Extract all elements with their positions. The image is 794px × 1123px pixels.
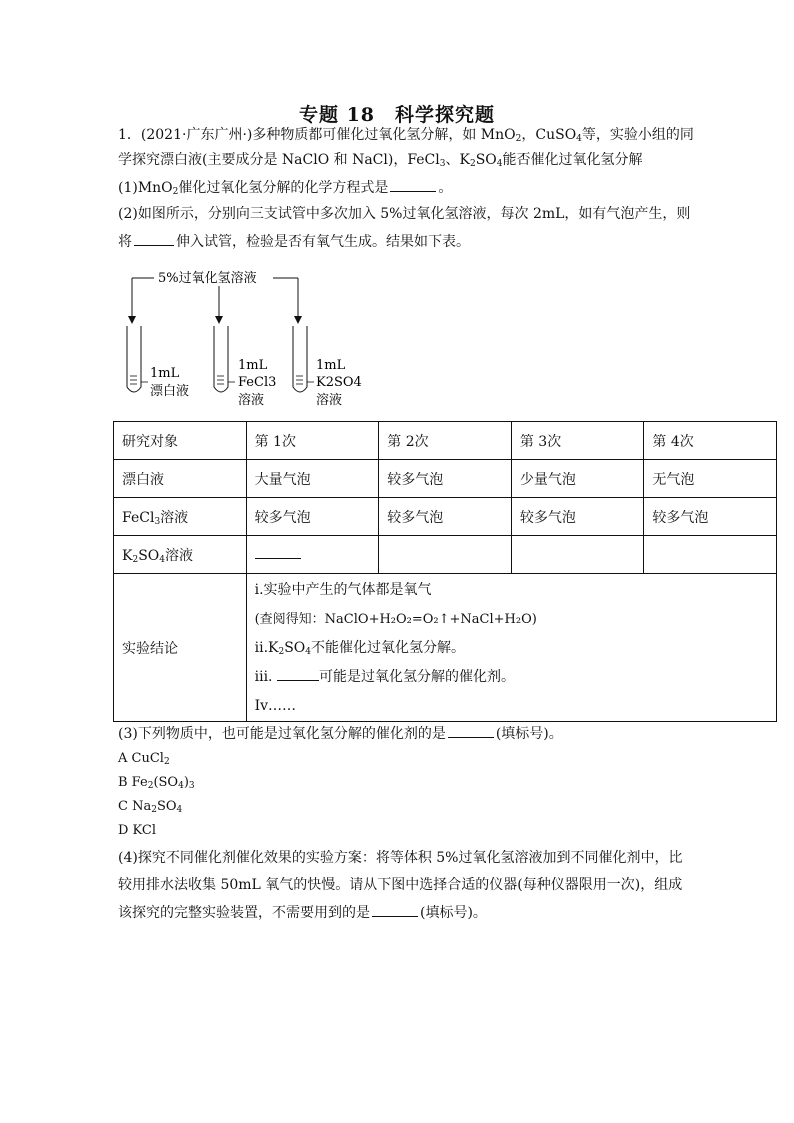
question-part-2-line1: (2)如图所示，分别向三支试管中多次加入 5%过氧化氢溶液，每次 2mL，如有气泡产生，则: [118, 206, 691, 222]
table-cell: 大量气泡: [246, 460, 379, 498]
table-cell: 无气泡: [644, 460, 777, 498]
answer-blank-table[interactable]: [255, 546, 301, 559]
table-row: [114, 460, 777, 498]
option-b: B $Fe_2(SO_4)_3$: [118, 775, 195, 791]
table-header-cell: 第 4次: [644, 422, 777, 460]
table-row: [114, 498, 777, 536]
table-header-cell: 研究对象: [114, 422, 247, 460]
option-a: A CuCl$_2$: [118, 751, 170, 767]
conclusion-iv: Iv……: [254, 698, 297, 714]
table-cell: [644, 536, 777, 574]
tube2-volume: 1mL: [238, 358, 268, 373]
table-cell: 较多气泡: [379, 460, 512, 498]
tube3-volume: 1mL: [316, 358, 346, 373]
conclusion-label: 实验结论: [114, 574, 247, 722]
tube3-reagent: K2SO4: [316, 375, 362, 390]
table-cell: 较多气泡: [246, 498, 379, 536]
answer-blank-4[interactable]: [448, 724, 494, 738]
table-header-cell: 第 2次: [379, 422, 512, 460]
conclusion-check: (查阅得知：NaClO+H₂O₂=O₂↑+NaCl+H₂O): [254, 612, 537, 627]
option-d: D KCl: [118, 823, 157, 838]
table-header-cell: 第 1次: [246, 422, 379, 460]
table-row: [114, 574, 777, 722]
question-part-4-line1: (4)探究不同催化剂催化效果的实验方案：将等体积 5%过氧化氢溶液加到不同催化剂中，比: [118, 850, 683, 866]
table-cell: [511, 536, 644, 574]
page-title: 专题 18 科学探究题: [298, 104, 496, 126]
tube1-volume: 1mL: [150, 366, 180, 381]
question-part-4-line2: 较用排水法收集 50mL 氧气的快慢。请从下图中选择合适的仪器(每种仪器限用一次)，组成: [118, 877, 683, 893]
table-cell: 较多气泡: [511, 498, 644, 536]
table-cell: 漂白液: [114, 460, 247, 498]
conclusion-ii: $ii.K_2SO_4$不能催化过氧化氢分解。: [254, 640, 466, 657]
answer-blank-2[interactable]: [134, 232, 174, 246]
conclusion-cell: [246, 574, 776, 722]
tube3-solution: 溶液: [316, 393, 343, 408]
diagram-top-label: 5%过氧化氢溶液: [158, 271, 257, 286]
tube2-solution: 溶液: [238, 393, 265, 408]
tube1-reagent: 漂白液: [150, 384, 190, 399]
conclusion-iii: iii. 可能是过氧化氢分解的催化剂。: [254, 669, 515, 685]
test-tube-3: [293, 326, 362, 408]
table-cell: FeCl$_3$溶液: [114, 498, 247, 536]
table-cell: 较多气泡: [379, 498, 512, 536]
results-table: [113, 421, 777, 722]
table-cell: $K_2SO_4$溶液: [114, 536, 247, 574]
question-part-2-line2: 将 伸入试管，检验是否有氧气生成。结果如下表。: [118, 234, 470, 250]
table-header-cell: 第 3次: [511, 422, 644, 460]
question-part-4-line3: 该探究的完整实验装置，不需要用到的是 (填标号)。: [118, 905, 487, 921]
table-cell: 少量气泡: [511, 460, 644, 498]
test-tube-2: [214, 326, 276, 408]
table-row: [114, 536, 777, 574]
table-cell: 较多气泡: [644, 498, 777, 536]
answer-blank-3[interactable]: [277, 668, 319, 681]
test-tube-diagram-svg: [118, 264, 378, 414]
q1-intro-line2: 学探究漂白液(主要成分是 NaClO 和 NaCl)，FeCl$_3$、$K_2SO_4$能否催化过氧化氢分解: [118, 152, 643, 169]
table-header-row: [114, 422, 777, 460]
table-cell: [379, 536, 512, 574]
answer-blank-5[interactable]: [372, 903, 418, 917]
test-tube-1: [127, 326, 189, 399]
q1-intro-line1: 1．(2021·广东广州·)多种物质都可催化过氧化氢分解，如 MnO$_2$，CuSO$_4$等，实验小组的同: [118, 127, 694, 144]
question-part-3: (3)下列物质中，也可能是过氧化氢分解的催化剂的是 (填标号)。: [118, 726, 563, 742]
answer-blank-1[interactable]: [390, 178, 436, 192]
conclusion-i: i.实验中产生的气体都是氧气: [254, 582, 432, 598]
table-cell: [246, 536, 379, 574]
question-part-1: (1)MnO$_2$催化过氧化氢分解的化学方程式是 。: [118, 180, 453, 197]
test-tube-diagram: [118, 264, 378, 414]
option-c: C $Na_2SO_4$: [118, 799, 183, 815]
tube2-reagent: FeCl3: [238, 375, 277, 390]
